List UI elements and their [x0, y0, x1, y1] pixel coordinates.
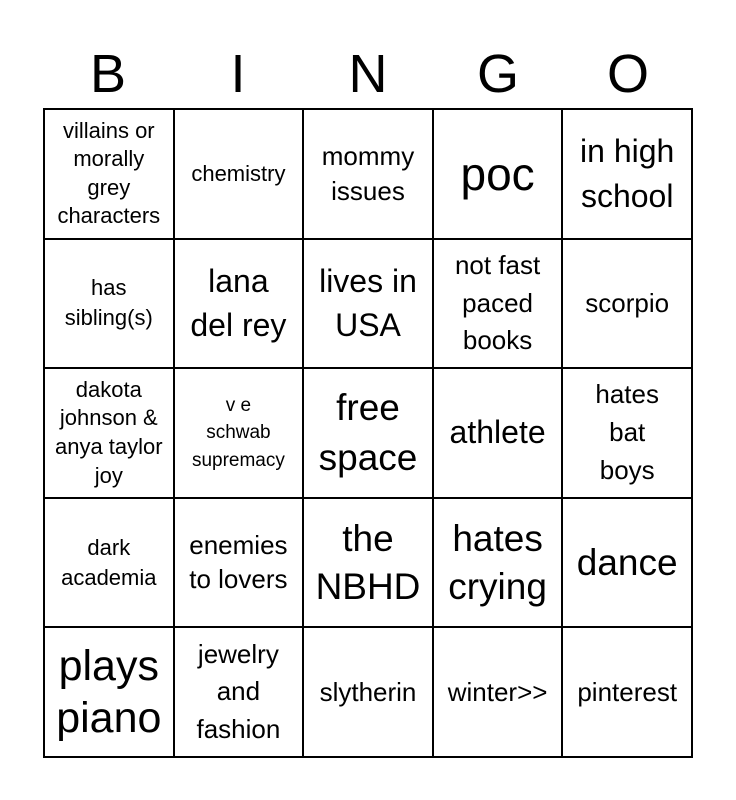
cell-text: pinterest: [577, 676, 678, 707]
bingo-cell[interactable]: [175, 110, 305, 240]
cell-text: villains or morally grey characters: [57, 117, 161, 229]
bingo-cell[interactable]: [434, 110, 564, 240]
bingo-cell[interactable]: [175, 240, 305, 370]
bingo-cell[interactable]: [304, 628, 434, 758]
bingo-cell[interactable]: [45, 628, 175, 758]
bingo-cell[interactable]: [304, 369, 434, 499]
cell-text: has sibling(s): [64, 274, 153, 331]
cell-text: lives in USA: [319, 262, 417, 344]
cell-text: winter>>: [447, 676, 548, 707]
bingo-cell[interactable]: [45, 240, 175, 370]
cell-text: dakota johnson & anya taylor joy: [54, 376, 163, 488]
bingo-cell[interactable]: [563, 110, 693, 240]
bingo-cell[interactable]: [563, 369, 693, 499]
header-letter-i: I: [230, 44, 246, 104]
bingo-cell[interactable]: [434, 499, 564, 629]
cell-text: the NBHD: [315, 517, 421, 607]
cell-text: mommy issues: [321, 140, 415, 206]
cell-text: scorpio: [585, 288, 670, 319]
bingo-cell[interactable]: [45, 499, 175, 629]
bingo-cell[interactable]: [304, 499, 434, 629]
cell-text: v e schwab supremacy: [191, 394, 285, 471]
header-letter-o: O: [606, 44, 649, 104]
bingo-cell[interactable]: [563, 499, 693, 629]
bingo-cell[interactable]: [304, 110, 434, 240]
cell-text: poc: [460, 147, 535, 200]
cell-text: not fast paced books: [454, 249, 541, 356]
bingo-cell[interactable]: [434, 240, 564, 370]
bingo-cell[interactable]: [434, 628, 564, 758]
cell-text: athlete: [449, 414, 546, 451]
cell-text: free space: [318, 387, 418, 478]
cell-text: enemies to lovers: [189, 529, 288, 594]
cell-text: slytherin: [319, 676, 417, 707]
cell-text: plays piano: [56, 641, 162, 743]
header-letter-g: G: [476, 44, 519, 104]
cell-text: dance: [576, 541, 678, 583]
bingo-cell[interactable]: [175, 369, 305, 499]
bingo-cell[interactable]: [304, 240, 434, 370]
cell-text: in high school: [580, 133, 675, 214]
bingo-cell[interactable]: [563, 628, 693, 758]
bingo-board: [43, 108, 693, 758]
bingo-cell[interactable]: [563, 240, 693, 370]
bingo-cell[interactable]: [175, 499, 305, 629]
cell-text: hates crying: [448, 517, 547, 607]
bingo-cell[interactable]: [434, 369, 564, 499]
bingo-cell[interactable]: [45, 110, 175, 240]
cell-text: lana del rey: [190, 262, 287, 344]
bingo-header: [43, 40, 693, 108]
bingo-cell[interactable]: [175, 628, 305, 758]
header-letter-b: B: [89, 44, 127, 104]
cell-text: chemistry: [191, 160, 286, 186]
header-letter-n: N: [348, 44, 388, 104]
cell-text: dark academia: [61, 534, 157, 590]
cell-text: jewelry and fashion: [196, 638, 281, 745]
bingo-cell[interactable]: [45, 369, 175, 499]
cell-text: hates bat boys: [595, 379, 659, 485]
